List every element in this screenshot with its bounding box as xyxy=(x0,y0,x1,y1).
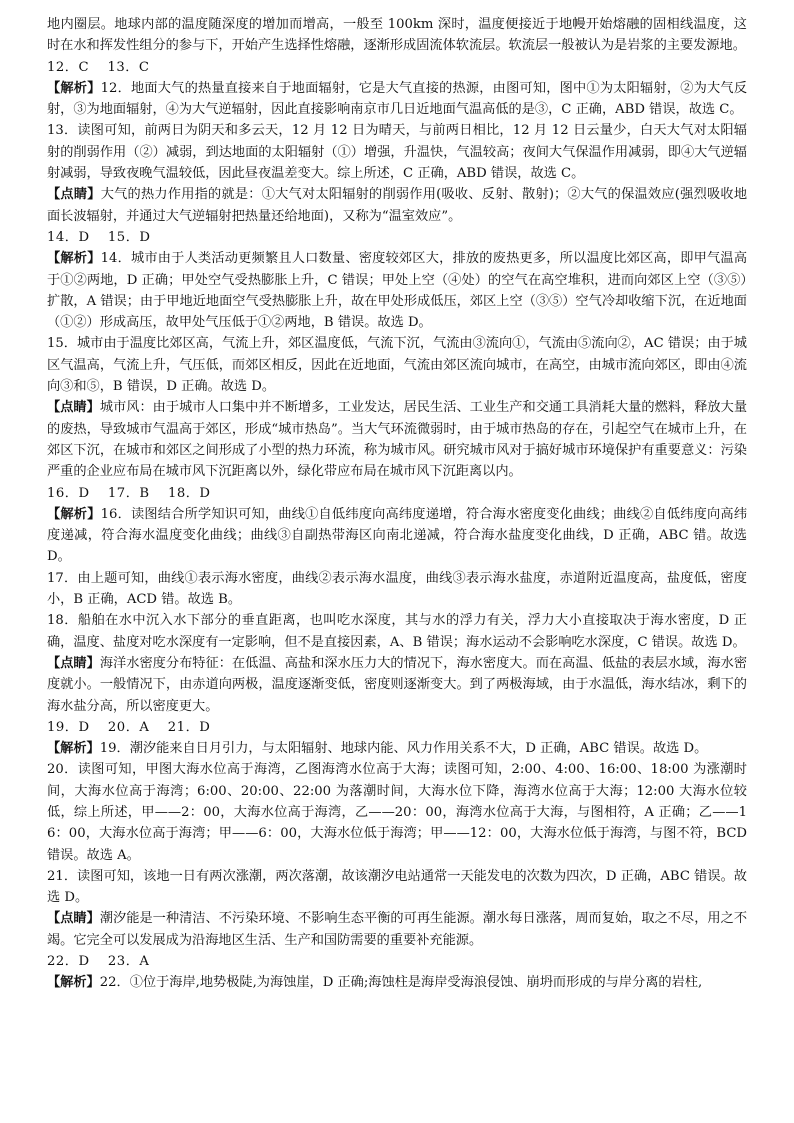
paragraph-text: 14．城市由于人类活动更频繁且人口数量、密度较郊区大，排放的废热更多，所以温度比郊区高，即甲气温高于①②两地，D 正确；甲处空气受热膨胀上升，C 错误；甲处上空（④处）的空气在高空堆积，进而向郊区上空（③⑤）扩散，A 错误；由于甲地近地面空气受热膨胀上升，故在甲处形成低压，郊区上空（③⑤）空气冷却收缩下沉，在近地面（①②）形成高压，故甲处气压低于①②两地，B 错误。故选 D。 xyxy=(47,251,748,331)
paragraph-text: 21．读图可知，该地一日有两次涨潮，两次落潮，故该潮汐电站通常一天能发电的次数为四次，D 正确，ABC 错误。故选 D。 xyxy=(47,868,747,906)
section-tag: 【点睛】 xyxy=(47,400,100,416)
paragraph xyxy=(47,333,747,397)
paragraph-text: 19．潮汐能来自日月引力，与太阳辐射、地球内能、风力作用关系不大，D 正确，ABC 错误。故选 D。 xyxy=(99,741,708,757)
paragraph xyxy=(47,120,747,184)
paragraph-text: 18．船舶在水中沉入水下部分的垂直距离，也叫吃水深度，其与水的浮力有关，浮力大小直接取决于海水密度，D 正确，温度、盐度对吃水深度有一定影响，但不是直接因素，A、B 错误；海水运动不会影响吃水深度，C 错误。故选 D。 xyxy=(47,613,747,650)
paragraph-text: 海洋水密度分布特征：在低温、高盐和深水压力大的情况下，海水密度大。而在高温、低盐的表层水域，海水密度就小。一般情况下，由赤道向两极，温度逐渐变低，密度则逐渐变大。到了两极海域，由于水温低，海水结冰，剩下的海水盐分高，所以密度更大。 xyxy=(47,655,748,714)
document-page xyxy=(47,14,747,994)
paragraph xyxy=(47,78,747,121)
paragraph-text: 16．读图结合所学知识可知，曲线①自低纬度向高纬度递增，符合海水密度变化曲线；曲线②自低纬度向高纬度递减，符合海水温度变化曲线；曲线③自副热带海区向南北递减，符合海水盐度变化曲线，D 正确，ABC 错。故选 D。 xyxy=(47,506,748,565)
section-tag: 【解析】 xyxy=(47,741,100,757)
paragraph-text: 大气的热力作用指的就是：①大气对太阳辐射的削弱作用(吸收、反射、散射)；②大气的保温效应(强烈吸收地面长波辐射，并通过大气逆辐射把热量还给地面)，又称为“温室效应”。 xyxy=(47,187,748,224)
paragraph xyxy=(47,397,747,482)
section-tag: 【解析】 xyxy=(47,975,100,991)
paragraph xyxy=(47,972,747,993)
paragraph-text: 城市风：由于城市人口集中并不断增多，工业发达，居民生活、工业生产和交通工具消耗大量的燃料，释放大量的废热，导致城市气温高于郊区，形成“城市热岛”。当大气环流微弱时，由于城市热岛的存在，引起空气在城市上升，在郊区下沉，在城市和郊区之间形成了小型的热力环流，称为城市风。研究城市风对于搞好城市环境保护有重要意义：污染严重的企业应布局在城市风下沉距离以外，绿化带应布局在城市风下沉距离以内。 xyxy=(47,400,748,480)
answer-line xyxy=(47,227,747,248)
section-tag: 【点睛】 xyxy=(47,911,100,927)
paragraph xyxy=(47,738,747,759)
paragraph-text: 12．C 13．C xyxy=(47,59,150,75)
paragraph xyxy=(47,184,747,227)
section-tag: 【点睛】 xyxy=(47,187,101,203)
paragraph xyxy=(47,759,747,865)
paragraph-text: 17．由上题可知，曲线①表示海水密度，曲线②表示海水温度，曲线③表示海水盐度，赤道附近温度高，盐度低，密度小，B 正确，ACD 错。故选 B。 xyxy=(47,570,747,608)
paragraph-text: 13．读图可知，前两日为阴天和多云天，12 月 12 日为晴天，与前两日相比，12 月 12 日云量少，白天大气对太阳辐射的削弱作用（②）减弱，到达地面的太阳辐射（①）增强，升温快，气温较高；夜间大气保温作用减弱，即④大气逆辐射减弱，导致夜晚气温较低，因此昼夜温差变大。综上所述，C 正确，ABD 错误，故选 C。 xyxy=(47,123,747,182)
section-tag: 【点睛】 xyxy=(47,655,100,671)
paragraph-text: 14．D 15．D xyxy=(47,229,151,245)
paragraph xyxy=(47,908,747,951)
paragraph xyxy=(47,866,747,909)
paragraph xyxy=(47,653,747,717)
paragraph xyxy=(47,14,747,57)
paragraph-text: 15．城市由于温度比郊区高，气流上升，郊区温度低，气流下沉，气流由③流向①，气流由⑤流向②，AC 错误；由于城区气温高，气流上升，气压低，而郊区相反，因此在近地面，气流由郊区流向城市，在高空，由城市流向郊区，即由④流向③和⑤，B 错误，D 正确。故选 D。 xyxy=(47,336,747,395)
paragraph-text: 潮汐能是一种清洁、不污染环境、不影响生态平衡的可再生能源。潮水每日涨落，周而复始，取之不尽，用之不竭。它完全可以发展成为沿海地区生活、生产和国防需要的重要补充能源。 xyxy=(47,911,748,948)
paragraph-text: 地内圈层。地球内部的温度随深度的增加而增高，一般至 100km 深时，温度便接近于地幔开始熔融的固相线温度，这时在水和挥发性组分的参与下，开始产生选择性熔融，逐渐形成固流体软流层。软流层一般被认为是岩浆的主要发源地。 xyxy=(47,17,747,54)
paragraph-text: 20．读图可知，甲图大海水位高于海湾，乙图海湾水位高于大海；读图可知，2:00、4:00、16:00、18:00 为涨潮时间，大海水位高于海湾；6:00、20:00、22:00 为落潮时间，大海水位下降，海湾水位高于大海；12:00 大海水位较低，综上所述，甲——2：00，大海水位高于海湾，乙——20：00，海湾水位高于大海，与图相符，A 正确；乙——16：00，大海水位高于海湾；甲——6：00，大海水位低于海湾；甲——12：00，大海水位低于海湾，与图不符，BCD 错误。故选 A。 xyxy=(47,762,747,863)
section-tag: 【解析】 xyxy=(47,506,101,522)
paragraph-text: 12．地面大气的热量直接来自于地面辐射，它是大气直接的热源，由图可知，图中①为太阳辐射，②为大气反射，③为地面辐射，④为大气逆辐射，因此直接影响南京市几日近地面气温高低的是③，C 正确，ABD 错误，故选 C。 xyxy=(47,80,748,118)
section-tag: 【解析】 xyxy=(47,80,101,96)
paragraph xyxy=(47,504,747,568)
paragraph-text: 16．D 17．B 18．D xyxy=(47,485,211,501)
answer-line xyxy=(47,483,747,504)
paragraph xyxy=(47,568,747,611)
answer-line xyxy=(47,717,747,738)
paragraph-text: 22．D 23．A xyxy=(47,954,150,970)
paragraph-text: 19．D 20．A 21．D xyxy=(47,719,211,735)
section-tag: 【解析】 xyxy=(47,251,101,267)
paragraph xyxy=(47,610,747,653)
paragraph-text: 22．①位于海岸,地势极陡,为海蚀崖，D 正确;海蚀柱是海岸受海浪侵蚀、崩坍而形成的与岸分离的岩柱, xyxy=(99,975,703,991)
answer-line xyxy=(47,951,747,972)
paragraph xyxy=(47,248,747,333)
answer-line xyxy=(47,57,747,78)
